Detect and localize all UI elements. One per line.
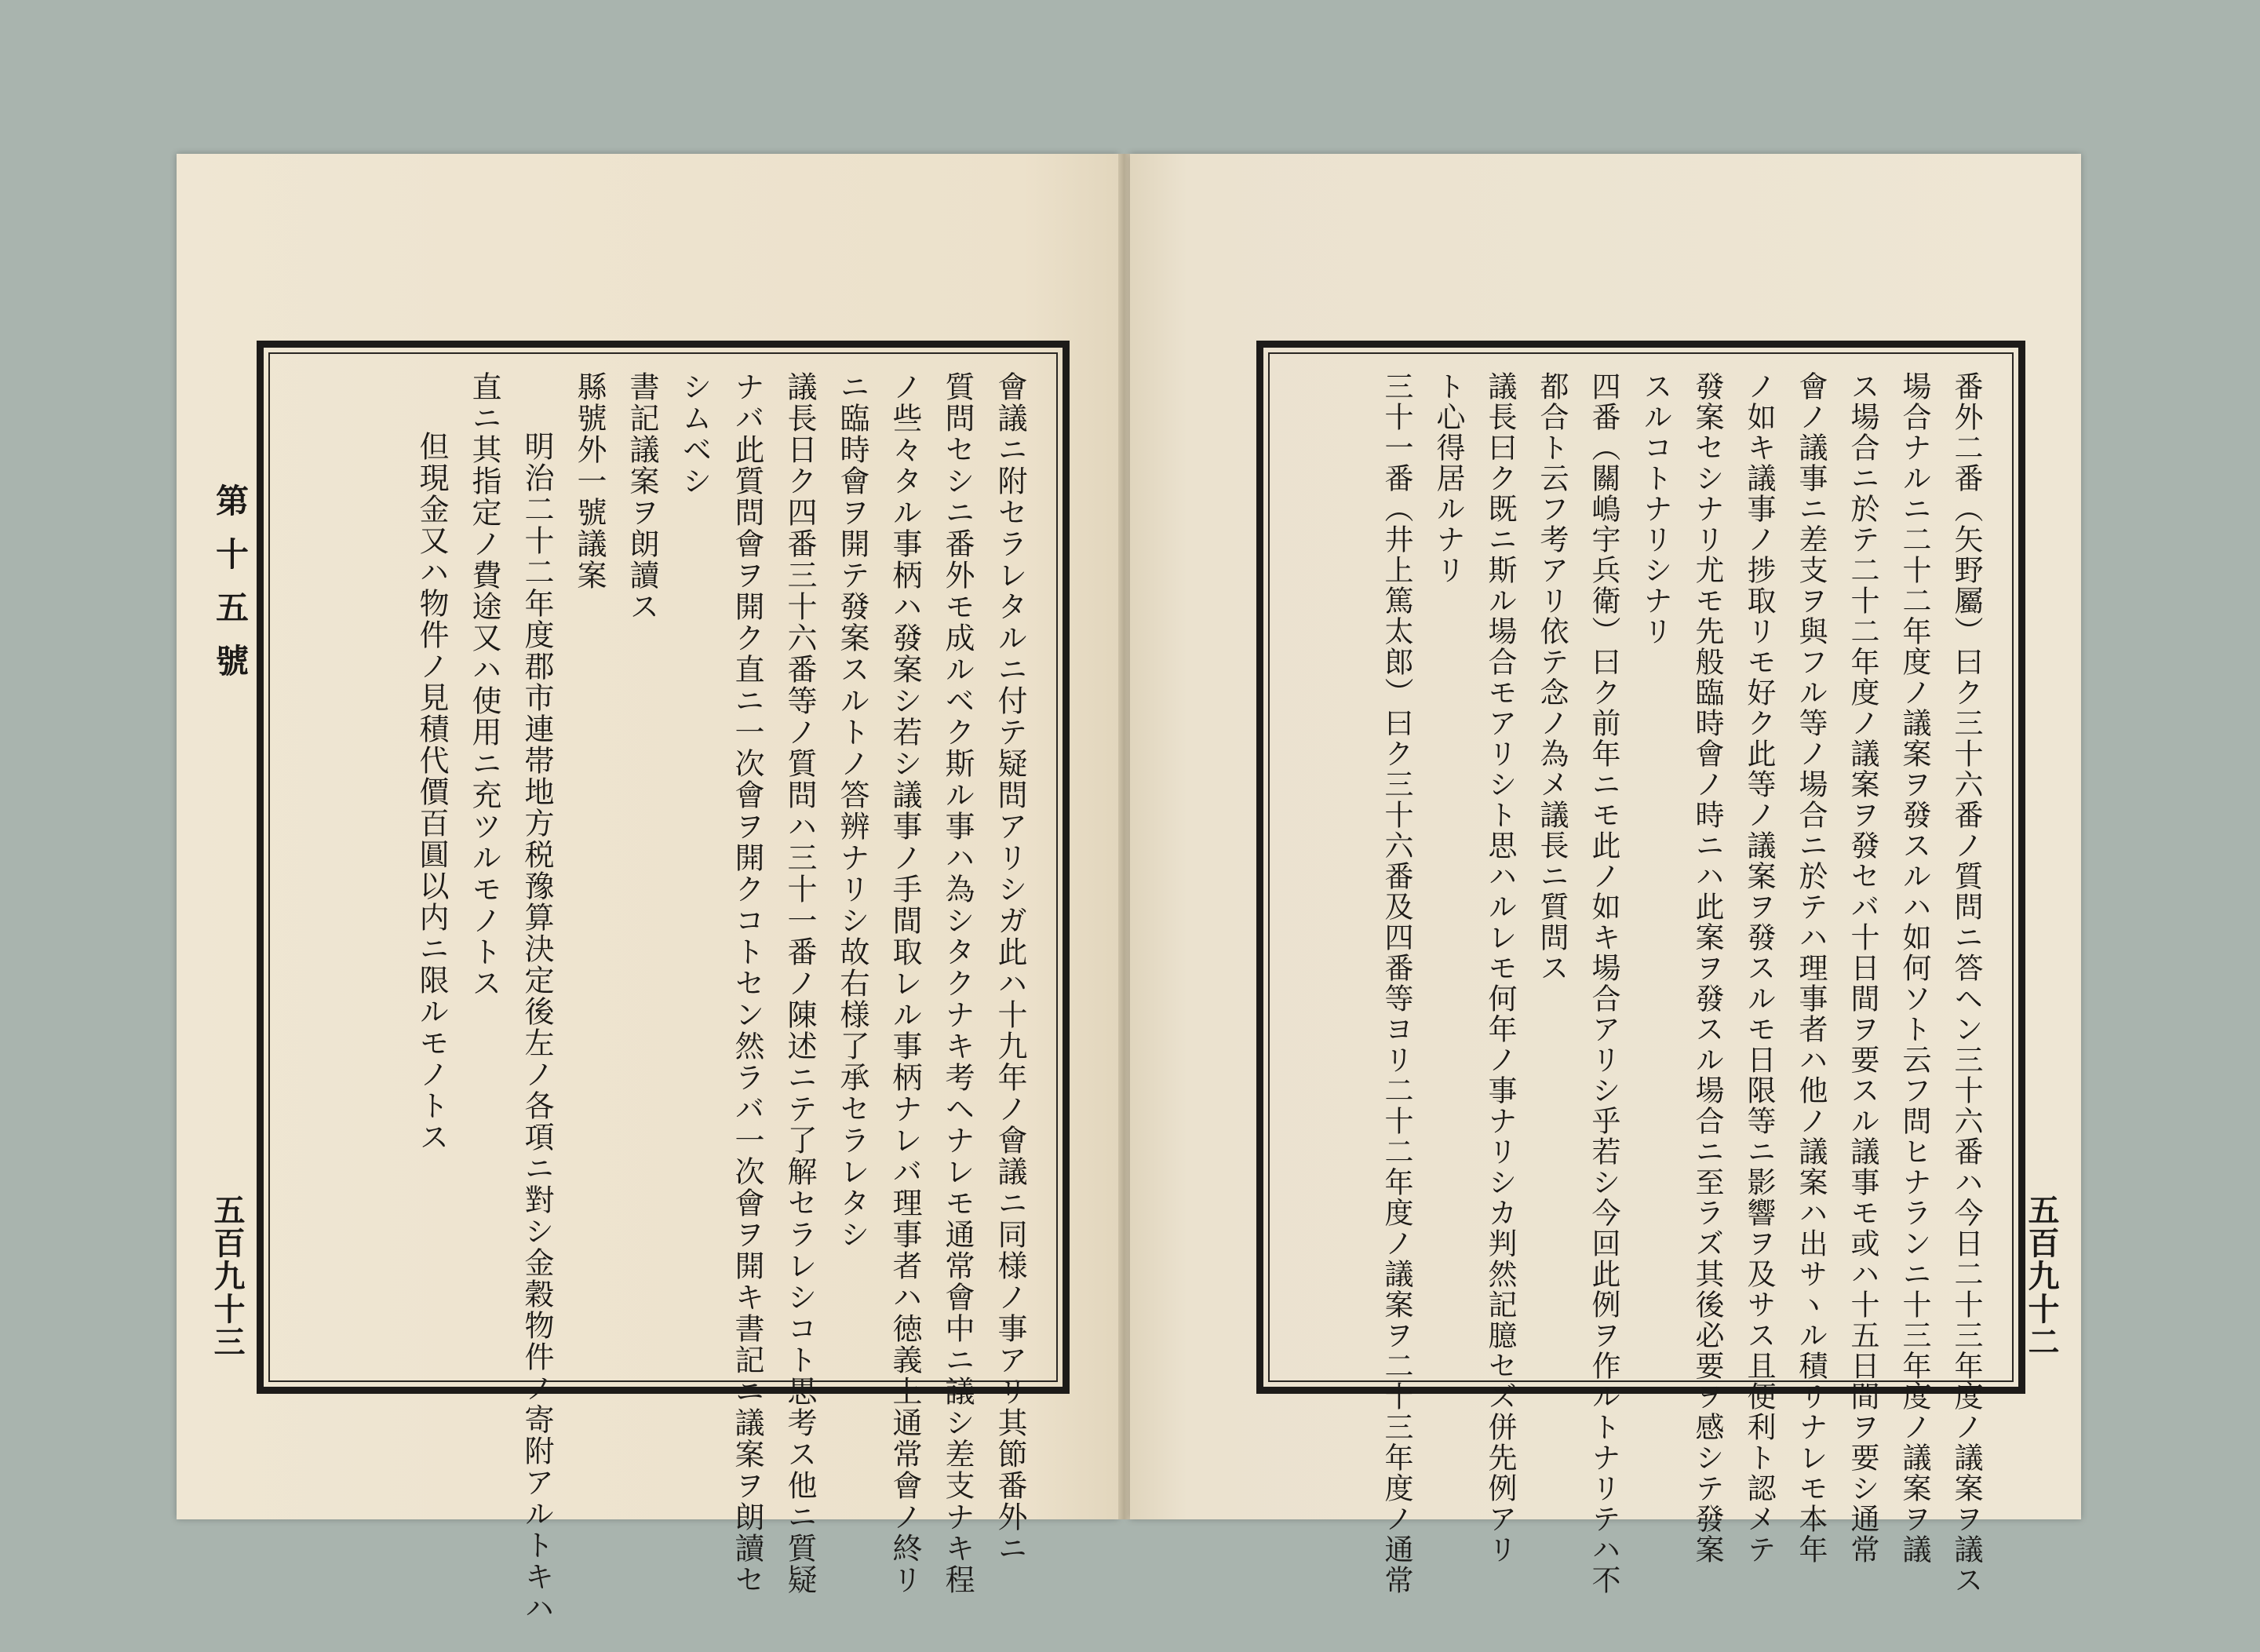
text-line: 四番（關嶋宇兵衛）曰ク前年ニモ此ノ如キ場合アリシ乎若シ今回此例ヲ作ルトナリテハ不 [1587,371,1620,1595]
text-line: スルコトナリシナリ [1638,371,1672,647]
page-number-right: 五百九十二 [2023,1194,2060,1358]
text-line: 場合ナルニ二十二年度ノ議案ヲ發スルハ如何ソト云フ問ヒナランニ十三年度ノ議案ヲ議 [1897,371,1931,1565]
right-page [1130,154,2081,1595]
text-body-right [1290,371,1992,1595]
text-line: 質問セシニ番外モ成ルベク斯ル事ハ為シタクナキ考ヘナレモ通常會中ニ議シ差支ナキ程 [940,371,975,1595]
text-line: 議長日ク四番三十六番等ノ質問ハ三十一番ノ陳述ニテ了解セラレシコト思考ス他ニ質疑 [782,371,817,1595]
text-line: 明治二十二年度郡市連帯地方税豫算決定後左ノ各項ニ對シ金穀物件ノ寄附アルトキハ [519,431,554,1624]
text-line: ノ些々タル事柄ハ發案シ若シ議事ノ手間取レル事柄ナレバ理事者ハ徳義上通常會ノ終リ [888,371,922,1595]
text-line: ト心得居ルナリ [1431,371,1465,585]
text-line: 發案セシナリ尤モ先般臨時會ノ時ニハ此案ヲ發スル場合ニ至ラズ其後必要ヲ感シテ發案 [1690,371,1724,1565]
text-line: 都合ト云フ考アリ依テ念ノ為メ議長ニ質問ス [1535,371,1569,983]
text-line: 會議ニ附セラレタルニ付テ疑問アリシガ此ハ十九年ノ會議ニ同様ノ事アリ其節番外ニ [993,371,1027,1564]
text-line: 但現金又ハ物件ノ見積代價百圓以内ニ限ルモノトス [414,431,449,1153]
text-line: 縣號外一號議案 [572,371,607,591]
text-line: 會ノ議事ニ差支ヲ與フル等ノ場合ニ於テハ理事者ハ他ノ議案ハ出サヽル積リナレモ本年 [1794,371,1828,1565]
book-gutter [1118,154,1130,1519]
text-line: 番外二番（矢野屬）曰ク三十六番ノ質問ニ答ヘン三十六番ハ今日二十三年度ノ議案ヲ議ス [1949,371,1983,1595]
text-line: ノ如キ議事ノ捗取リモ好ク此等ノ議案ヲ發スルモ日限等ニ影響ヲ及サス且便利ト認メテ [1742,371,1776,1565]
left-page [177,154,1118,1624]
text-line: 直ニ其指定ノ費途又ハ使用ニ充ツルモノトス [467,371,501,999]
text-frame-left [257,341,1070,1624]
text-body-left [290,371,1036,1624]
text-line: 三十一番（井上篤太郎）曰ク三十六番及四番等ヨリ二十二年度ノ議案ヲ二十三年度ノ通常 [1380,371,1413,1595]
text-line: ナバ此質問會ヲ開ク直ニ一次會ヲ開クコトセン然ラバ一次會ヲ開キ書記ニ議案ヲ朗讀セ [730,371,764,1595]
page-number-left: 五百九十三 [209,1194,246,1358]
text-line: シムベシ [677,371,712,497]
text-line: ニ臨時會ヲ開テ發案スルトノ答辨ナリシ故右様了承セラレタシ [835,371,869,1250]
text-line: 議長曰ク既ニ斯ル場合モアリシト思ハルレモ何年ノ事ナリシカ判然記臆セズ併先例アリ [1483,371,1517,1565]
text-frame-right [1256,341,2025,1595]
text-line: ス場合ニ於テ二十二年度ノ議案ヲ發セバ十日間ヲ要スル議事モ或ハ十五日間ヲ要シ通常 [1846,371,1879,1565]
text-line: 書記議案ヲ朗讀ス [625,371,659,622]
issue-number: 第十五號 [211,483,250,697]
